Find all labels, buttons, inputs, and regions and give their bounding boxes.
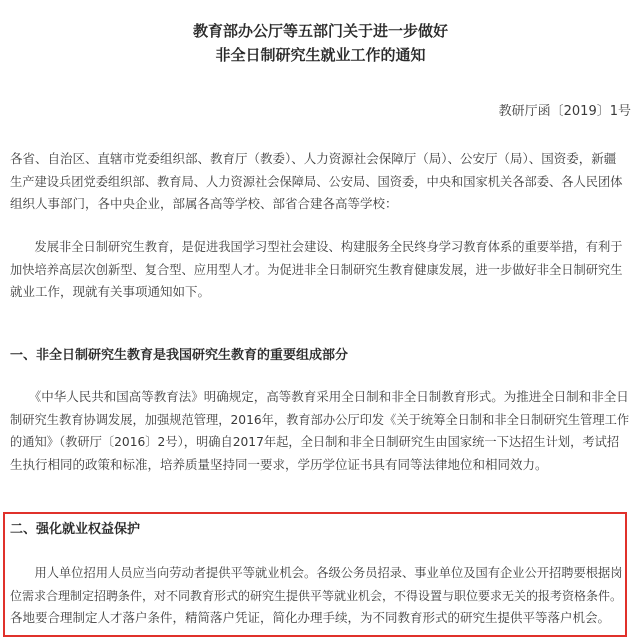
recipients-paragraph	[10, 148, 631, 216]
section-2-heading: 二、强化就业权益保护	[10, 522, 141, 537]
section-1-line: 生执行相同的政策和标准，培养质量坚持同一要求，学历学位证书具有同等法律地位和相同效力。	[10, 456, 548, 472]
document-title-line-2: 非全日制研究生就业工作的通知	[215, 46, 426, 64]
recipients-line: 组织人事部门，各中央企业，部属各高等学校、部省合建各高等学校：	[10, 196, 398, 212]
recipients-line: 各省、自治区、直辖市党委组织部、教育厅（教委）、人力资源社会保障厅（局）、公安厅（局）、国资委，新疆	[10, 151, 617, 166]
recipients-line: 生产建设兵团党委组织部、教育局、人力资源社会保障局、公安局、国资委，中央和国家机关各部委、各人民团体	[10, 174, 623, 189]
section-2-line: 各地要合理制定人才落户条件，精简落户凭证，简化办理手续，为不同教育形式的研究生提供平等落户机会。	[10, 610, 611, 626]
section-1-heading: 一、非全日制研究生教育是我国研究生教育的重要组成部分	[10, 348, 349, 363]
document-title-line-1: 教育部办公厅等五部门关于进一步做好	[192, 22, 448, 40]
document-number: 教研厅函〔2019〕1号	[498, 104, 631, 119]
section-2-paragraph	[10, 562, 631, 630]
section-1-line: 的通知》（教研厅〔2016〕2号），明确自2017年起，全日制和非全日制研究生由国家统一下达招生计划，考试招	[10, 435, 620, 450]
section-1-line: 制研究生教育协调发展，加强规范管理，2016年，教育部办公厅印发《关于统筹全日制和非全日制研究生管理工作	[10, 412, 630, 427]
intro-line: 加快培养高层次创新型、复合型、应用型人才。为促进非全日制研究生教育健康发展，进一步做好非全日制研究生	[10, 262, 623, 277]
intro-line: 发展非全日制研究生教育，是促进我国学习型社会建设、构建服务全民终身学习教育体系的重要举措，有利于	[10, 240, 623, 254]
intro-paragraph	[10, 236, 631, 304]
section-2-line: 位需求合理制定招聘条件，对不同教育形式的研究生提供平等就业机会，不得设置与职位要求无关的报考资格条件。	[10, 588, 623, 603]
intro-line: 就业工作，现就有关事项通知如下。	[10, 284, 211, 300]
section-1-line: 《中华人民共和国高等教育法》明确规定，高等教育采用全日制和非全日制教育形式。为推进全日制和非全日	[10, 389, 629, 404]
section-2-line: 用人单位招用人员应当向劳动者提供平等就业机会。各级公务员招录、事业单位及国有企业公开招聘要根据岗	[10, 566, 623, 580]
section-1-paragraph	[10, 386, 631, 476]
